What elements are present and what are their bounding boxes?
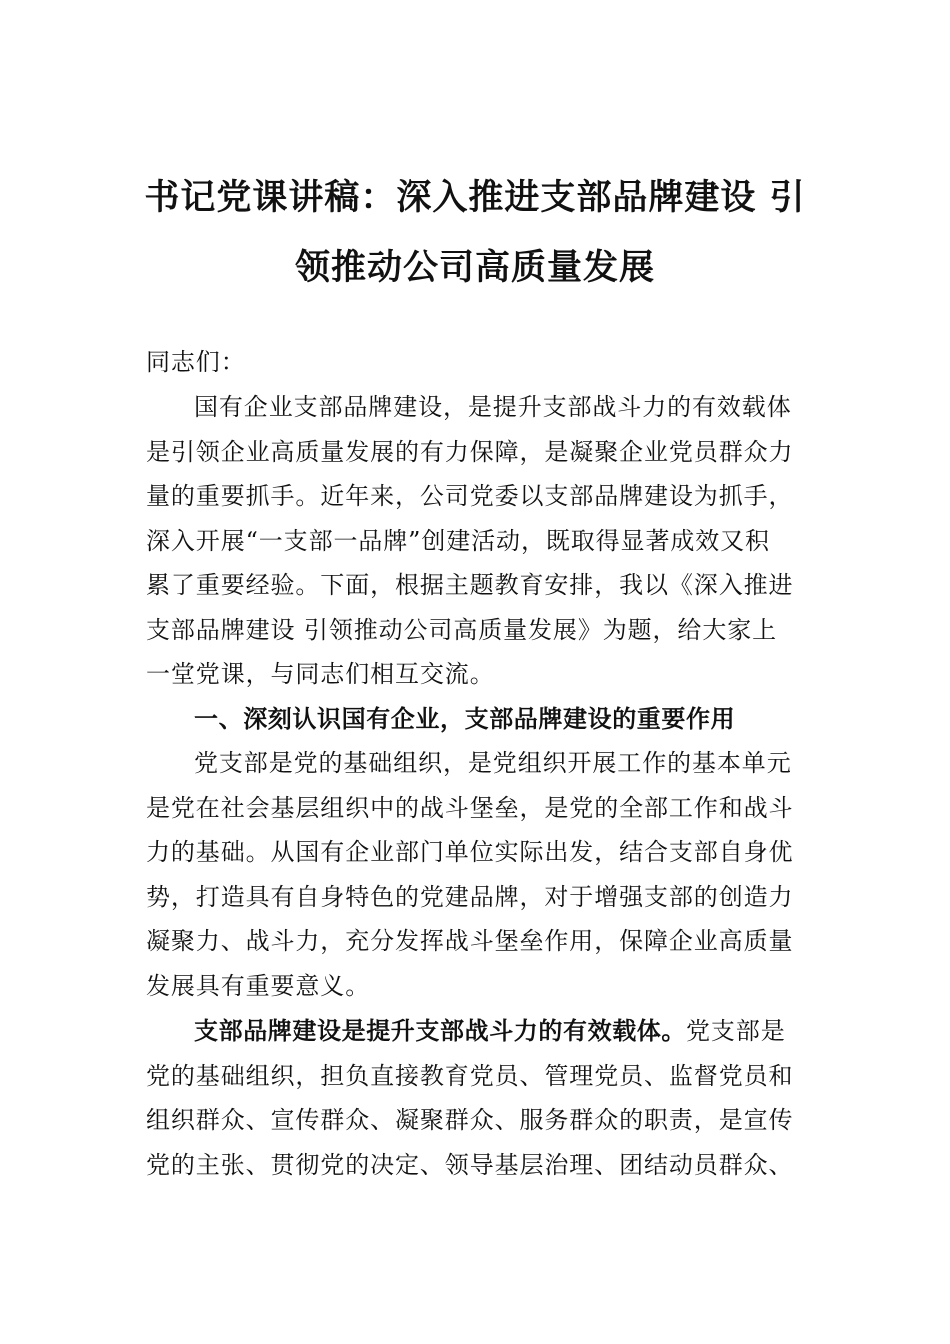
paragraph-branch-brand xyxy=(146,1009,811,1187)
paragraph-line: 一堂党课，与同志们相互交流。 xyxy=(146,660,495,688)
paragraph-line: 凝聚力、战斗力，充分发挥战斗堡垒作用，保障企业高质量 xyxy=(146,927,794,955)
paragraph-line: 是党在社会基层组织中的战斗堡垒，是党的全部工作和战斗 xyxy=(146,793,794,822)
paragraph-line: 组织群众、宣传群众、凝聚群众、服务群众的职责，是宣传 xyxy=(146,1106,794,1134)
paragraph-line: 国有企业支部品牌建设，是提升支部战斗力的有效载体 xyxy=(194,393,792,421)
paragraph-line: 党的主张、贯彻党的决定、领导基层治理、团结动员群众、 xyxy=(146,1150,794,1179)
section-heading-1 xyxy=(146,697,811,742)
document-title-line-1: 书记党课讲稿：深入推进支部品牌建设 引 xyxy=(144,177,806,218)
paragraph-intro xyxy=(146,385,811,697)
paragraph-line: 力的基础。从国有企业部门单位实际出发，结合支部自身优 xyxy=(146,838,794,866)
greeting-text: 同志们： xyxy=(146,348,246,376)
paragraph-line xyxy=(146,1009,811,1054)
paragraph-line: 势，打造具有自身特色的党建品牌，对于增强支部的创造力 xyxy=(146,882,794,911)
paragraph-line: 支部品牌建设 引领推动公司高质量发展》为题，给大家上 xyxy=(146,615,778,644)
paragraph-line: 发展具有重要意义。 xyxy=(146,971,371,1000)
paragraph-section-1 xyxy=(146,741,811,1008)
paragraph-line: 累了重要经验。下面，根据主题教育安排，我以《深入推进 xyxy=(146,571,794,599)
greeting xyxy=(146,340,811,385)
section-heading-text: 一、深刻认识国有企业，支部品牌建设的重要作用 xyxy=(194,705,736,733)
document-title-line-2: 领推动公司高质量发展 xyxy=(294,247,655,288)
paragraph-line: 是引领企业高质量发展的有力保障，是凝聚企业党员群众力 xyxy=(146,437,794,466)
paragraph-line: 党的基础组织，担负直接教育党员、管理党员、监督党员和 xyxy=(146,1061,794,1090)
paragraph-line: 党支部是党的基础组织，是党组织开展工作的基本单元 xyxy=(194,749,792,777)
paragraph-line-tail: 党支部是 xyxy=(686,1017,786,1045)
paragraph-line: 量的重要抓手。近年来，公司党委以支部品牌建设为抓手， xyxy=(146,482,794,510)
paragraph-bold-lead: 支部品牌建设是提升支部战斗力的有效载体。 xyxy=(194,1017,686,1045)
paragraph-line: 深入开展“一支部一品牌”创建活动，既取得显著成效又积 xyxy=(146,526,770,555)
